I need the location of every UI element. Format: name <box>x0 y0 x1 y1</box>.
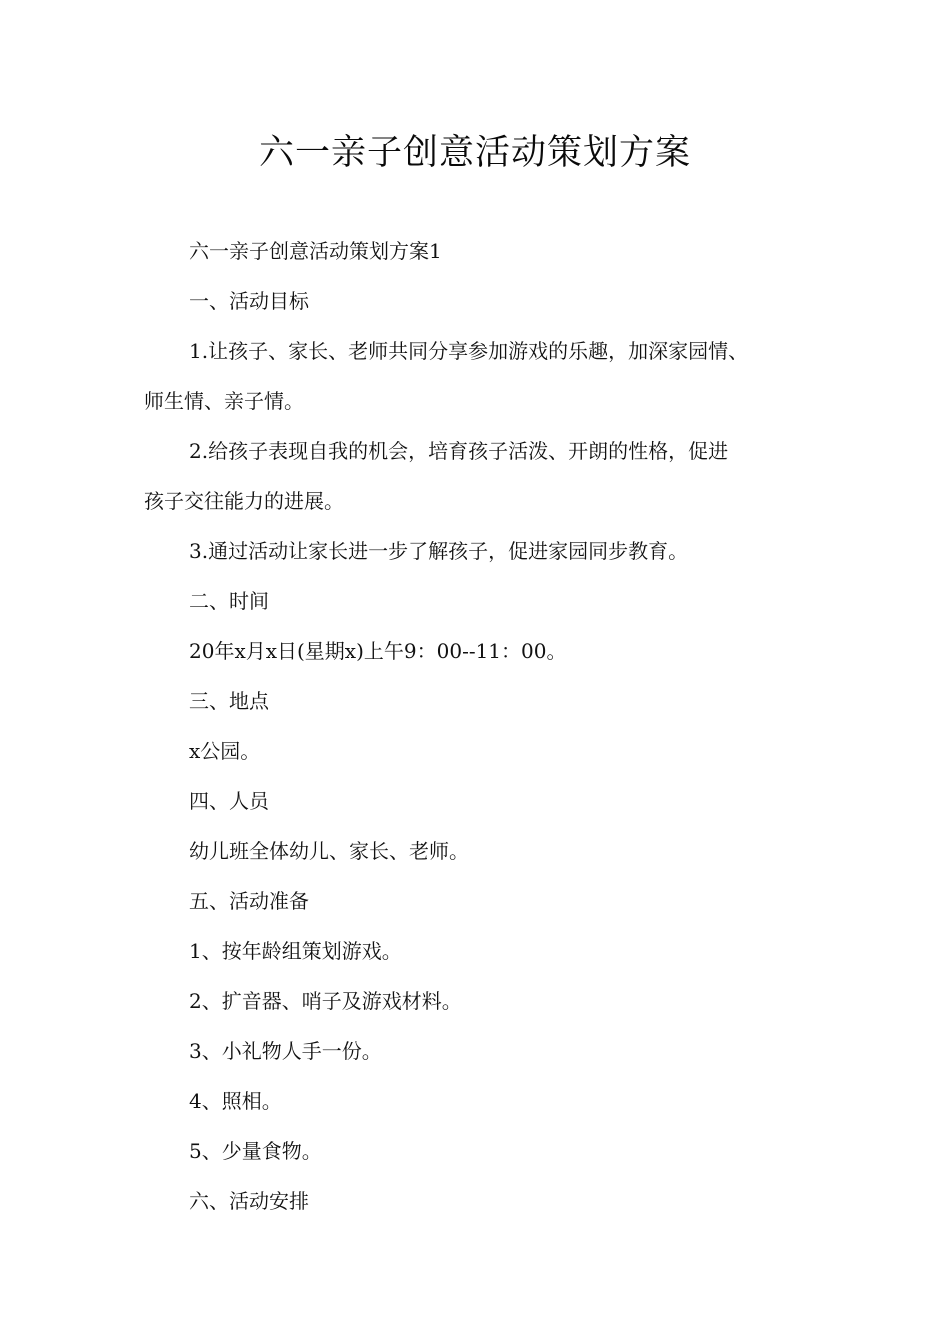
section-heading-goals: 一、活动目标 <box>189 289 309 313</box>
goal-item-1-line-2: 师生情、亲子情。 <box>144 389 304 413</box>
preparation-item-2: 2、扩音器、哨子及游戏材料。 <box>189 989 462 1013</box>
section-heading-time: 二、时间 <box>189 589 269 613</box>
paragraph-plan-heading: 六一亲子创意活动策划方案1 <box>189 239 442 263</box>
document-title: 六一亲子创意活动策划方案 <box>258 133 691 173</box>
section-heading-location: 三、地点 <box>189 689 269 713</box>
people-value: 幼儿班全体幼儿、家长、老师。 <box>189 839 469 863</box>
section-heading-schedule: 六、活动安排 <box>189 1189 309 1213</box>
document-body <box>144 226 834 1226</box>
goal-item-3: 3.通过活动让家长进一步了解孩子，促进家园同步教育。 <box>189 539 689 563</box>
section-heading-preparation: 五、活动准备 <box>189 889 309 913</box>
goal-item-1-line-1: 1.让孩子、家长、老师共同分享参加游戏的乐趣，加深家园情、 <box>189 339 749 363</box>
time-value: 20年x月x日(星期x)上午9：00--11：00。 <box>189 639 567 663</box>
preparation-item-3: 3、小礼物人手一份。 <box>189 1039 382 1063</box>
location-value: x公园。 <box>189 739 261 763</box>
goal-item-2-line-1: 2.给孩子表现自我的机会，培育孩子活泼、开朗的性格，促进 <box>189 439 729 463</box>
section-heading-people: 四、人员 <box>189 789 269 813</box>
preparation-item-4: 4、照相。 <box>189 1089 282 1113</box>
preparation-item-1: 1、按年龄组策划游戏。 <box>189 939 402 963</box>
goal-item-2-line-2: 孩子交往能力的进展。 <box>144 489 344 513</box>
preparation-item-5: 5、少量食物。 <box>189 1139 322 1163</box>
